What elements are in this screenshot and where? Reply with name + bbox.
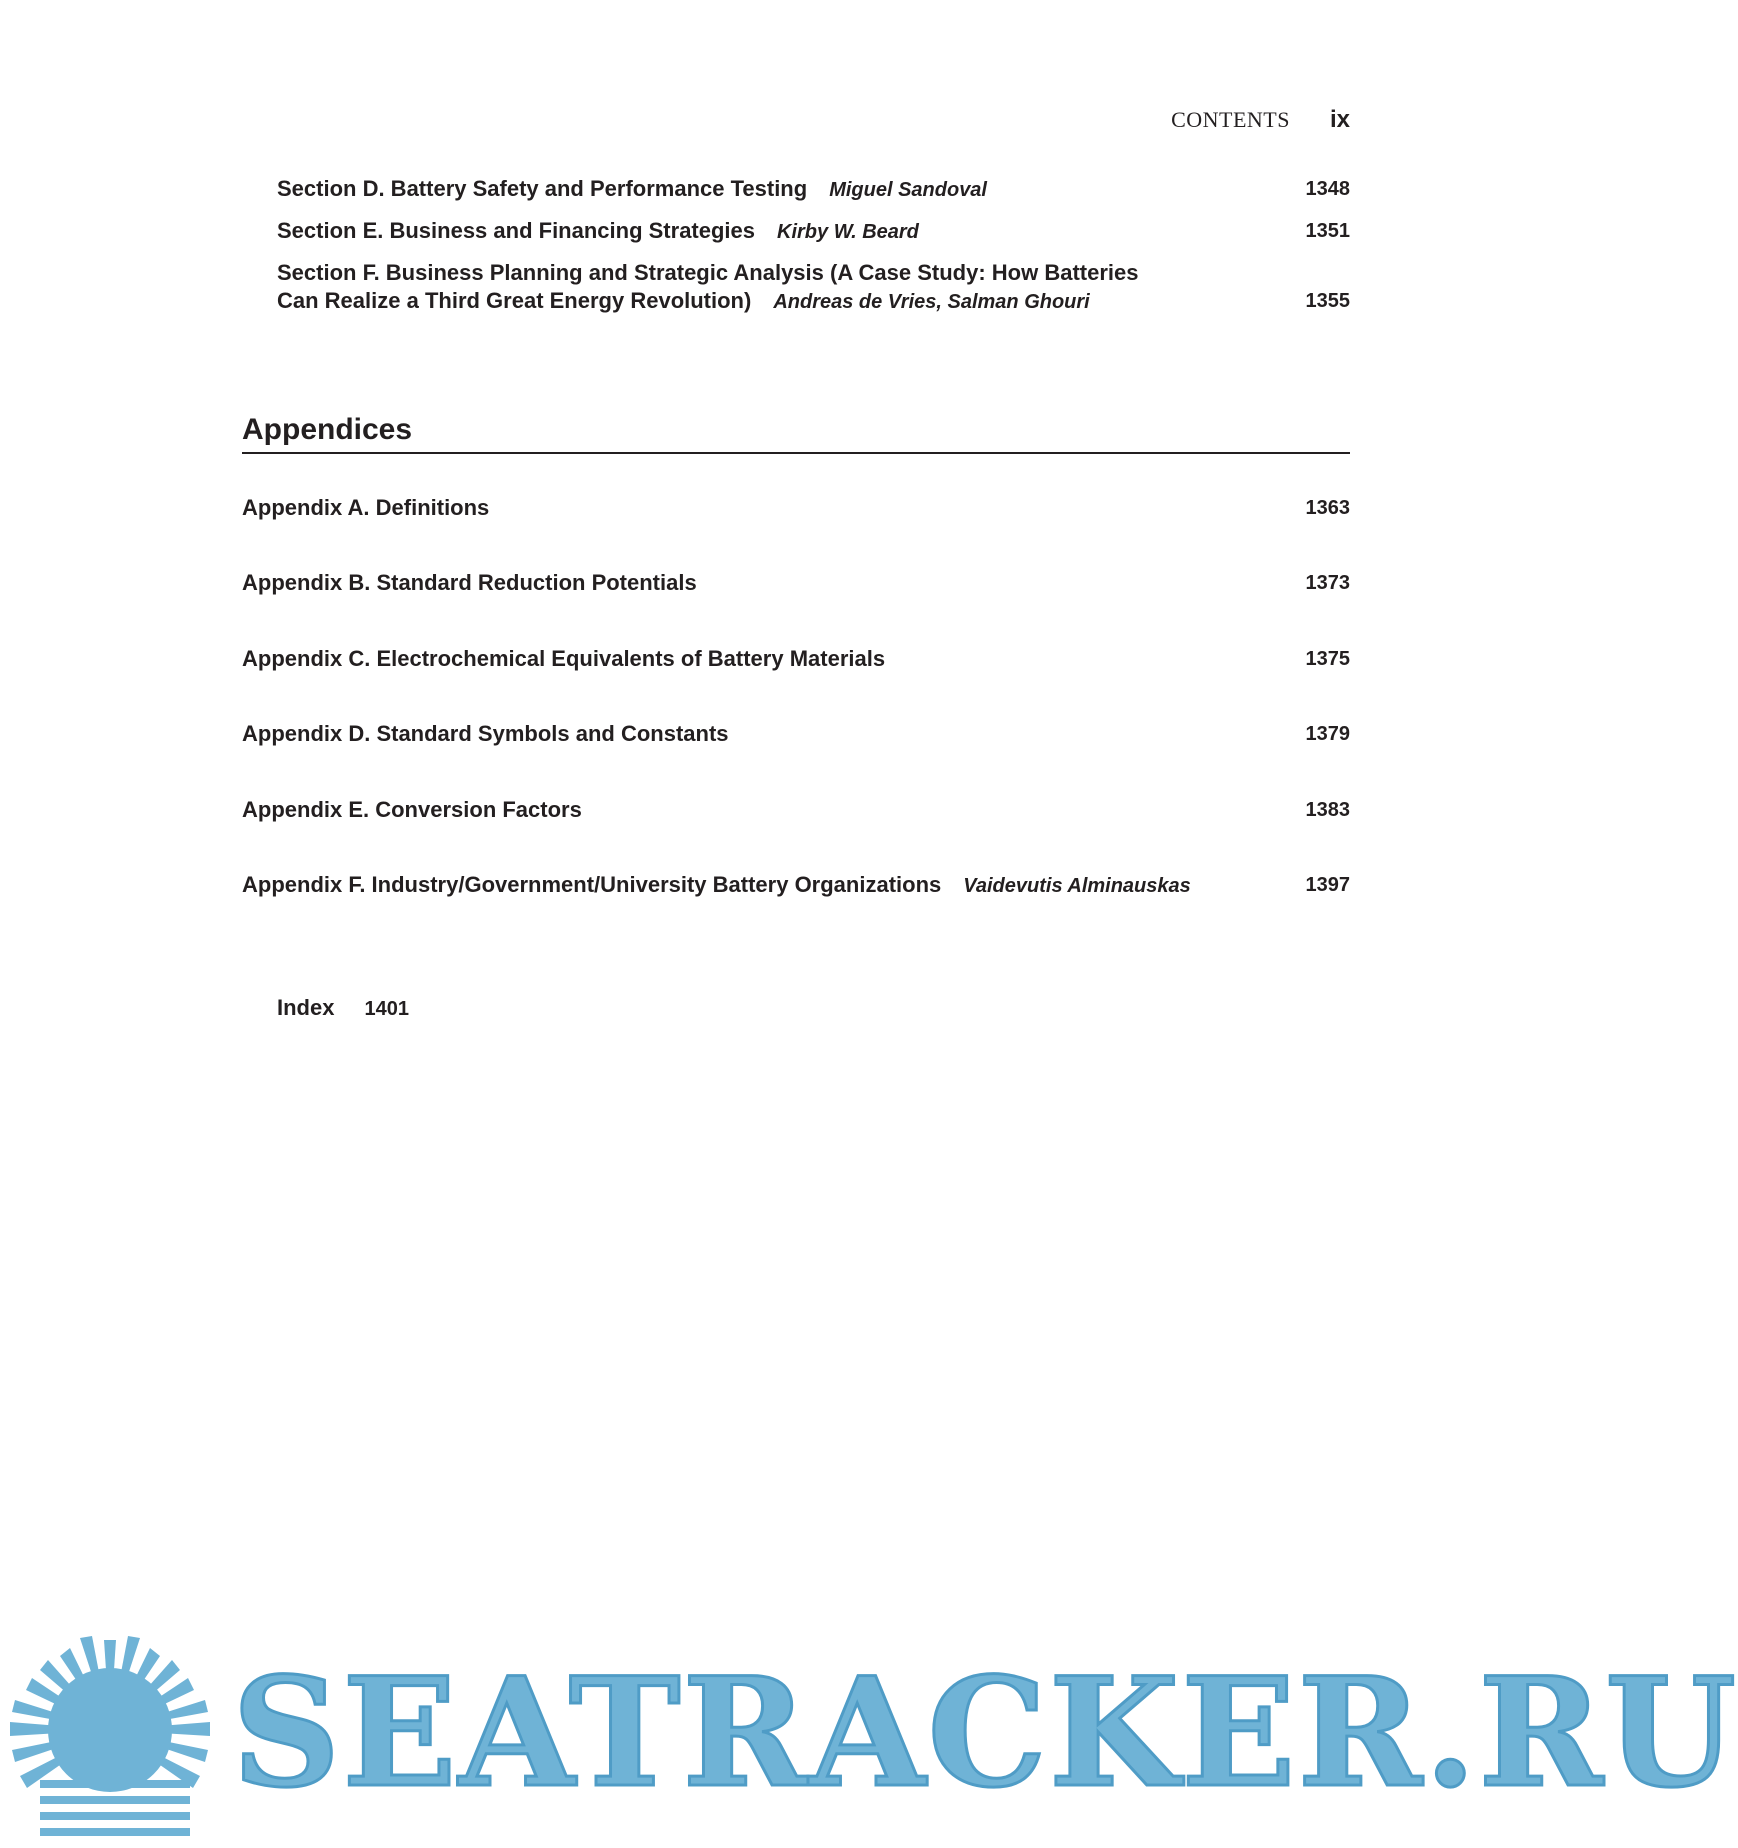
running-head (1171, 106, 1350, 134)
entry-title: Appendix A. Definitions (242, 495, 490, 520)
page-number: ix (1329, 106, 1350, 133)
entry-author: Vaidevutis Alminauskas (963, 875, 1191, 897)
entry-author: Andreas de Vries, Salman Ghouri (773, 291, 1090, 313)
entry-title: Appendix F. Industry/Government/University Battery Organizations (242, 872, 942, 897)
running-title: CONTENTS (1171, 107, 1290, 132)
entry-title: Appendix C. Electrochemical Equivalents of Battery Materials (242, 646, 886, 671)
entry-page-appendix-e: 1383 (1305, 799, 1350, 821)
entry-page-appendix-f: 1397 (1305, 874, 1350, 896)
entry-page-appendix-c: 1375 (1305, 648, 1350, 670)
toc-entry-section-f[interactable] (277, 259, 1257, 316)
index-page: 1401 (364, 998, 409, 1020)
toc-entry-appendix-b[interactable] (242, 569, 697, 597)
entry-title-line-1: Section F. Business Planning and Strategic Analysis (A Case Study: How Batteries (277, 260, 1139, 285)
toc-entry-appendix-f[interactable] (242, 871, 1191, 900)
entry-page-section-f: 1355 (1305, 290, 1350, 312)
toc-entry-appendix-e[interactable] (242, 796, 582, 824)
entry-title: Appendix B. Standard Reduction Potentials (242, 570, 697, 595)
entry-title: Appendix D. Standard Symbols and Constants (242, 721, 729, 746)
entry-page-section-e: 1351 (1305, 220, 1350, 242)
toc-entry-appendix-a[interactable] (242, 494, 489, 522)
entry-title-line-2: Can Realize a Third Great Energy Revolution) (277, 288, 752, 313)
sunburst-logo-icon (0, 1630, 225, 1848)
entry-page-section-d: 1348 (1305, 178, 1350, 200)
index-label: Index (277, 995, 335, 1020)
appendices-heading: Appendices (242, 413, 413, 446)
watermark (0, 1630, 1738, 1848)
watermark-text: SEATRACKER.RU (232, 1645, 1738, 1821)
toc-entry-appendix-c[interactable] (242, 645, 885, 673)
entry-page-appendix-d: 1379 (1305, 723, 1350, 745)
entry-author: Miguel Sandoval (829, 179, 987, 201)
toc-entry-appendix-d[interactable] (242, 720, 729, 748)
entry-title: Section D. Battery Safety and Performance Testing (277, 176, 808, 201)
heading-rule (242, 452, 1350, 454)
entry-title: Section E. Business and Financing Strategies (277, 218, 756, 243)
entry-title: Appendix E. Conversion Factors (242, 797, 582, 822)
toc-entry-index[interactable] (277, 994, 409, 1023)
entry-author: Kirby W. Beard (777, 221, 919, 243)
entry-page-appendix-b: 1373 (1305, 572, 1350, 594)
entry-page-appendix-a: 1363 (1305, 497, 1350, 519)
toc-entry-section-d[interactable] (277, 175, 987, 204)
toc-entry-section-e[interactable] (277, 217, 919, 246)
